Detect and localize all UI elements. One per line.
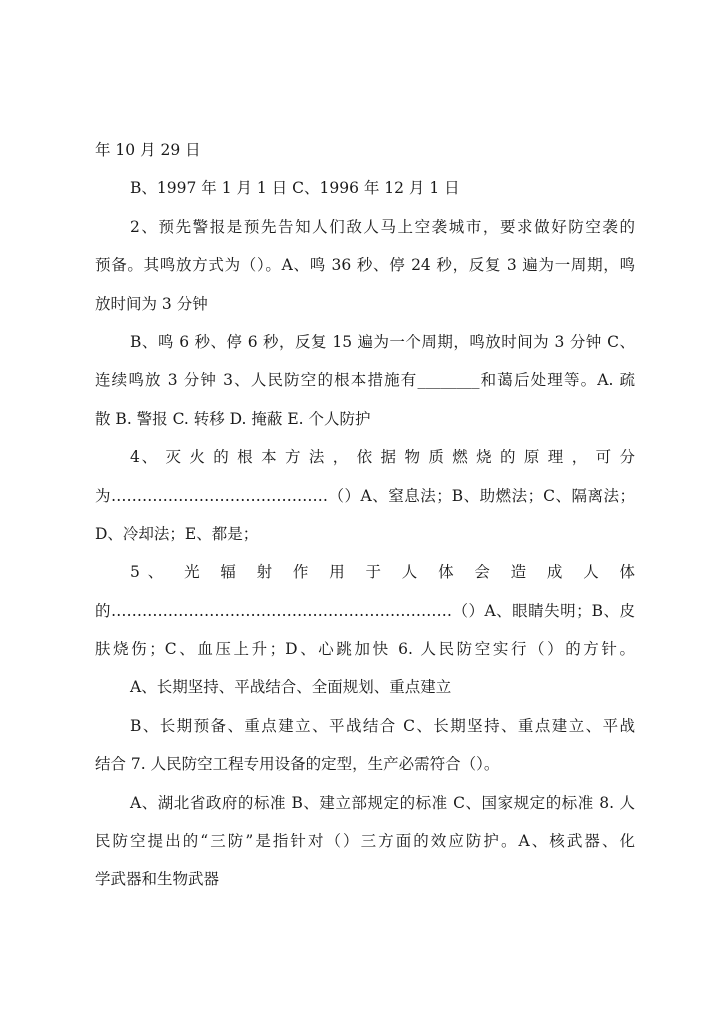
text-line: 的…………………………………………………………（）A、眼睛失明；B、皮 xyxy=(95,601,635,620)
text-line: D、冷却法；E、都是； xyxy=(95,524,259,543)
text-line: B、鸣 6 秒、停 6 秒，反复 15 遍为一个周期，鸣放时间为 3 分钟 C、 xyxy=(130,332,635,351)
text-line: A、湖北省政府的标准 B、建立部规定的标准 C、国家规定的标准 8. 人 xyxy=(130,793,635,812)
text-line: 学武器和生物武器 xyxy=(95,870,220,889)
text-line: A、长期坚持、平战结合、全面规划、重点建立 xyxy=(130,678,452,697)
text-line: 散 B. 警报 C. 转移 D. 掩蔽 E. 个人防护 xyxy=(95,409,371,428)
text-line: 放时间为 3 分钟 xyxy=(95,294,208,313)
text-line: 连续鸣放 3 分钟 3、人民防空的根本措施有________和蔼后处理等。A. 疏 xyxy=(95,371,635,390)
text-line: B、1997 年 1 月 1 日 C、1996 年 12 月 1 日 xyxy=(130,179,460,198)
text-line: 为……………………………………（）A、窒息法；B、助燃法；C、隔离法； xyxy=(95,486,635,505)
document-body xyxy=(95,131,635,899)
text-line: 结合 7. 人民防空工程专用设备的定型，生产必需符合（）。 xyxy=(95,755,500,774)
text-line: 5、 光 辐 射 作 用 于 人 体 会 造 成 人 体 xyxy=(130,563,635,582)
text-line: 2、预先警报是预先告知人们敌人马上空袭城市，要求做好防空袭的 xyxy=(130,217,635,236)
text-line: 民防空提出的“三防”是指针对（）三方面的效应防护。A、核武器、化 xyxy=(95,832,635,851)
text-line: 4、 灭 火 的 根 本 方 法 ， 依 据 物 质 燃 烧 的 原 理 ， 可 分 xyxy=(130,448,635,467)
text-line: 年 10 月 29 日 xyxy=(95,141,201,159)
text-line: 肤烧伤；C、血压上升；D、心跳加快 6. 人民防空实行（）的方针。 xyxy=(95,640,635,659)
text-line: 预备。其鸣放方式为（）。A、鸣 36 秒、停 24 秒，反复 3 遍为一周期，鸣 xyxy=(95,256,635,275)
text-line: B、长期预备、重点建立、平战结合 C、长期坚持、重点建立、平战 xyxy=(130,716,635,735)
